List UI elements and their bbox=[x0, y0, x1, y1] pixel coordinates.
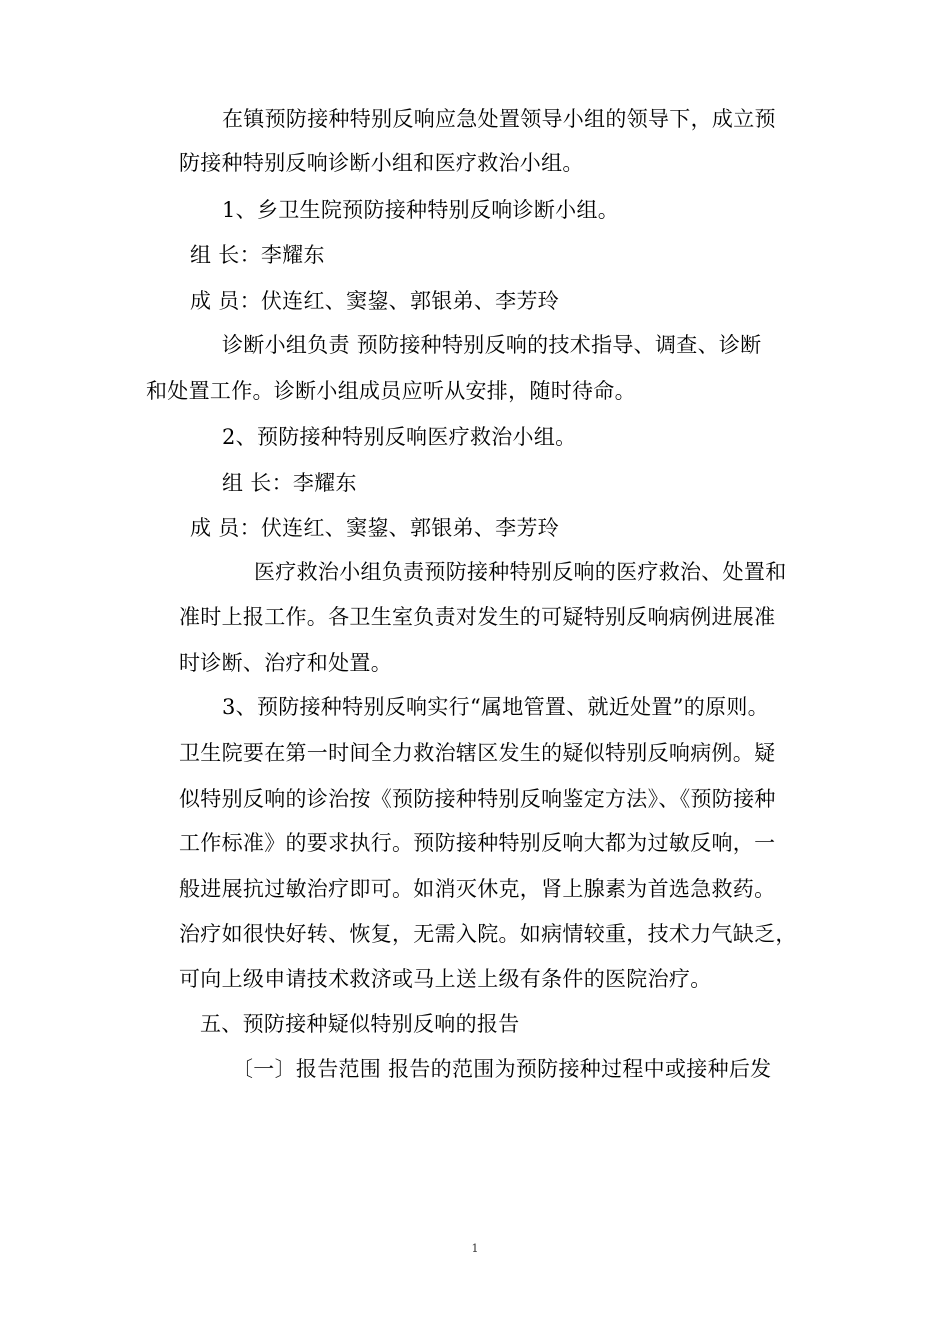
paragraph-line: 医疗救治小组负责预防接种特别反响的医疗救治、处置和 bbox=[254, 560, 787, 584]
paragraph-line: 诊断小组负责 预防接种特别反响的技术指导、调查、诊断 bbox=[222, 333, 762, 357]
paragraph-line: 卫生院要在第一时间全力救治辖区发生的疑似特别反响病例。疑 bbox=[179, 741, 776, 765]
paragraph-line: 可向上级申请技术救济或马上送上级有条件的医院治疗。 bbox=[179, 967, 712, 991]
paragraph-line: 准时上报工作。各卫生室负责对发生的可疑特别反响病例进展准 bbox=[179, 605, 776, 629]
section-heading: 2、预防接种特别反响医疗救治小组。 bbox=[222, 425, 577, 449]
group-members-line: 成 员：伏连红、窦鋆、郭银弟、李芳玲 bbox=[190, 289, 560, 313]
chapter-heading: 五、预防接种疑似特别反响的报告 bbox=[200, 1012, 520, 1036]
group-leader-line: 组 长：李耀东 bbox=[190, 243, 325, 267]
page-number: 1 bbox=[471, 1242, 479, 1255]
paragraph-line: 治疗如很快好转、恢复，无需入院。如病情较重，技术力气缺乏， bbox=[179, 922, 797, 946]
paragraph-line: 在镇预防接种特别反响应急处置领导小组的领导下，成立预 bbox=[222, 107, 776, 131]
paragraph-line: 似特别反响的诊治按《预防接种特别反响鉴定方法》、《预防接种 bbox=[179, 787, 776, 811]
section-heading: 1、乡卫生院预防接种特别反响诊断小组。 bbox=[222, 198, 620, 222]
paragraph-line: 时诊断、治疗和处置。 bbox=[179, 651, 392, 675]
paragraph-line: 般进展抗过敏治疗即可。如消灭休克，肾上腺素为首选急救药。 bbox=[179, 877, 776, 901]
group-leader-line: 组 长：李耀东 bbox=[222, 471, 357, 495]
paragraph-line: 〔一〕报告范围 报告的范围为预防接种过程中或接种后发 bbox=[232, 1057, 772, 1081]
section-heading: 3、预防接种特别反响实行“属地管置、就近处置”的原则。 bbox=[222, 695, 769, 719]
group-members-line: 成 员：伏连红、窦鋆、郭银弟、李芳玲 bbox=[190, 516, 560, 540]
paragraph-line: 工作标准》的要求执行。预防接种特别反响大都为过敏反响，一 bbox=[179, 831, 776, 855]
paragraph-line: 和处置工作。诊断小组成员应听从安排，随时待命。 bbox=[146, 379, 636, 403]
paragraph-line: 防接种特别反响诊断小组和医疗救治小组。 bbox=[179, 151, 584, 175]
